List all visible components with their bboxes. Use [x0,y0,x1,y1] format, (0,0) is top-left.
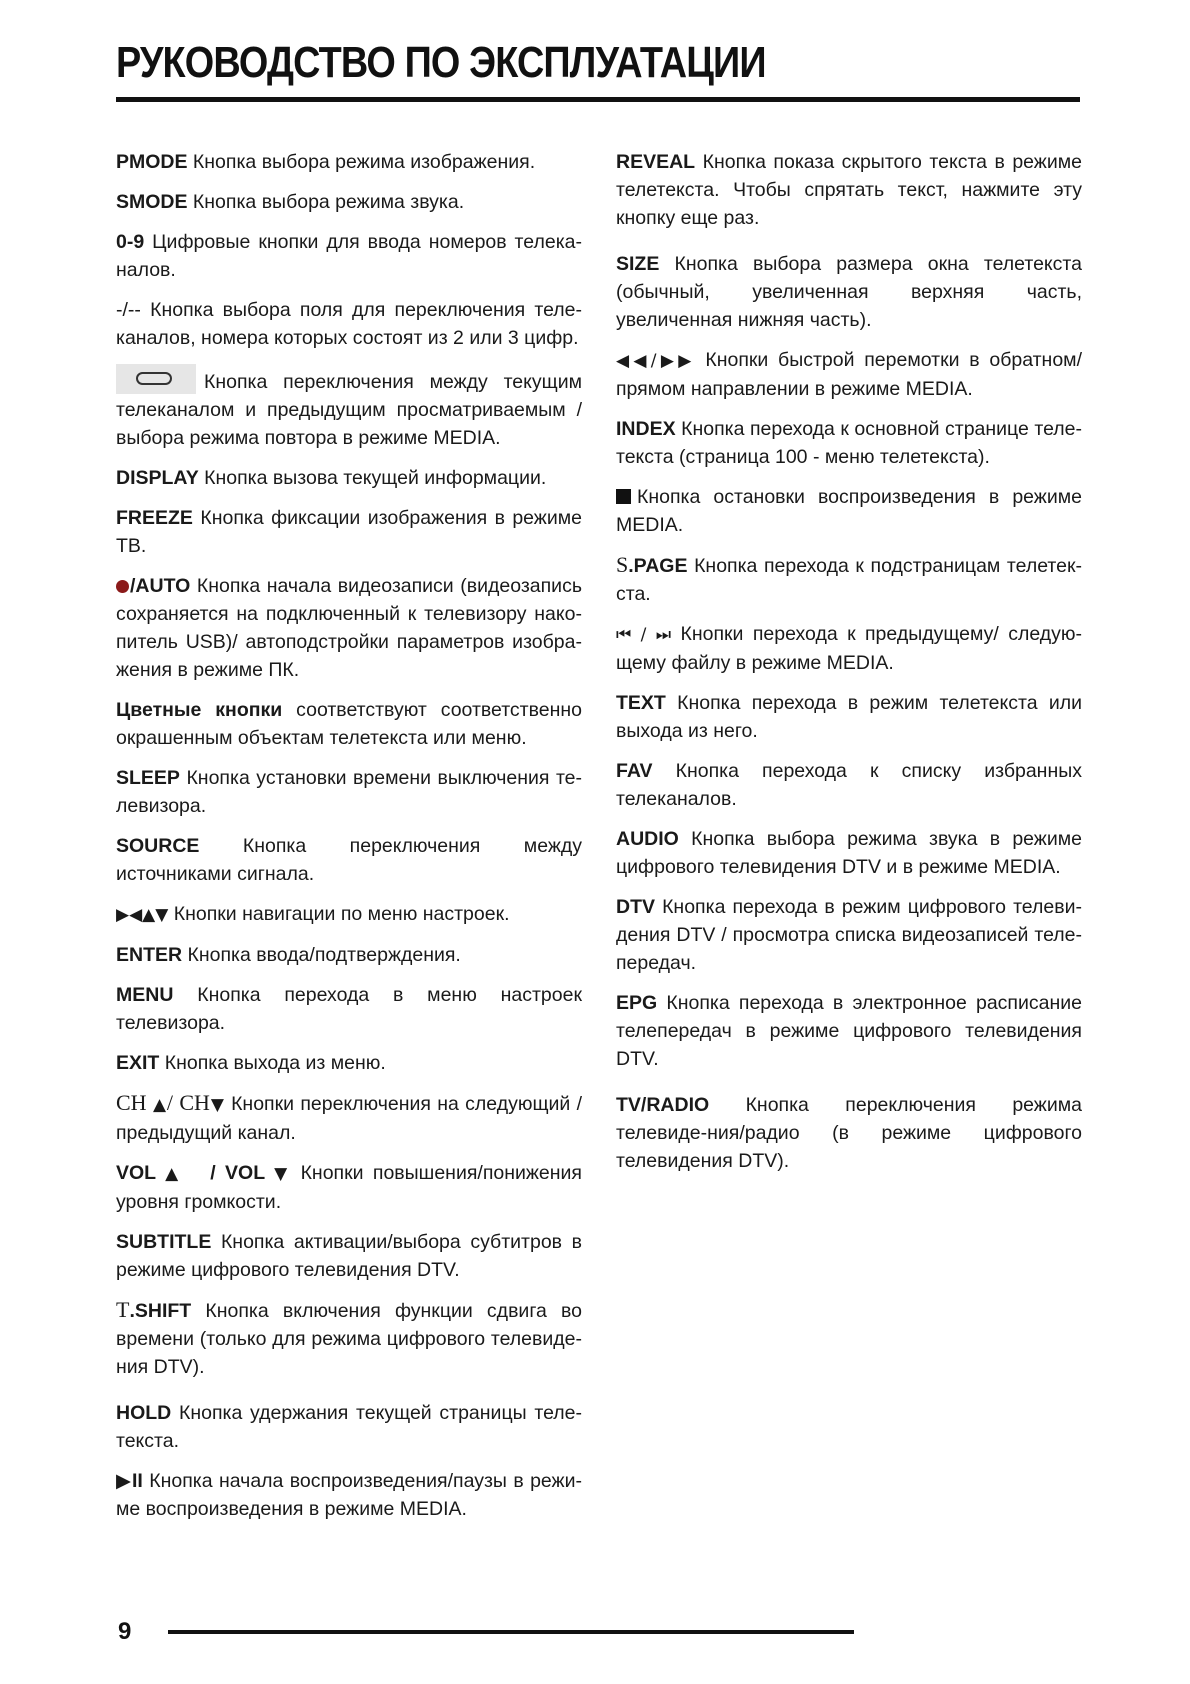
entry-text: Кнопка включения функции сдвига во времени (только для режима цифрового телевидения DTV). [116,1300,582,1378]
entry-text: Кнопка удержания текущей страницы телетекста. [116,1402,582,1452]
entry-key: /AUTO [130,575,191,597]
entry-key: Цветные кнопки [116,699,283,721]
title-divider [116,97,1080,102]
entry-stop [616,483,1082,539]
entry-text: Кнопка начала воспроизведения/паузы в режиме воспроизведения в режиме MEDIA. [116,1470,582,1520]
entry-auto [116,572,582,684]
entry-text: Кнопка выбора режима звука. [187,191,465,213]
entry-text: Кнопка начала видеозаписи (видеозапись сохраняется на подключенный к телевизору накопитель USB)/ автоподстройки параметров изображения в режиме ПК. [116,575,582,681]
entry-key: ENTER [116,944,183,966]
entry-text: Кнопка перехода в электронное расписание телепередач в режиме цифрового телевидения DTV. [616,992,1082,1070]
entry-text: Кнопка показа скрытого текста в режиме телетекста. Чтобы спрятать текст, нажмите эту кнопку еще раз. [616,151,1082,229]
triangle-down-icon: ▼ [209,1095,225,1115]
entry-display [116,464,582,492]
entry-key: SLEEP [116,767,180,789]
entry-color-buttons [116,696,582,752]
entry-text: Кнопка фиксации изображения в режиме ТВ. [116,507,582,557]
navigation-arrows-icon: ▶◀▲▼ [116,905,169,925]
entry-key: PMODE [116,151,188,173]
entry-key: EXIT [116,1052,160,1074]
entry-rewind [616,346,1082,403]
entry-text: Кнопка выхода из меню. [159,1052,386,1074]
entry-key: REVEAL [616,151,696,173]
triangle-up-icon: ▲ [165,1164,183,1184]
entry-key: HOLD [116,1402,172,1424]
entry-fav [616,757,1082,813]
entry-enter [116,941,582,969]
entry-text: Кнопка переключения между текущим телеканалом и предыдущим просматриваемым / выбора режима повтора в режиме MEDIA. [116,371,582,449]
entry-key: -/-- [116,299,141,321]
entry-subtitle [116,1228,582,1284]
entry-channel [116,1089,582,1147]
entry-audio [616,825,1082,881]
entry-key: EPG [616,992,658,1014]
entry-tshift [116,1296,582,1381]
record-dot-icon [116,580,129,593]
entry-text: Кнопки повышения/понижения уровня громкости. [116,1162,582,1213]
entry-menu [116,981,582,1037]
entry-sleep [116,764,582,820]
footer-divider [168,1630,854,1634]
entry-return [116,364,582,452]
entry-text-button [616,689,1082,745]
entry-text: Кнопка ввода/подтверждения. [182,944,461,966]
entry-text: Кнопка активации/выбора субтитров в режиме цифрового телевидения DTV. [116,1231,582,1281]
entry-text: Кнопка перехода к основной странице телетекста (страница 100 - меню телетекста). [616,418,1082,468]
entry-exit [116,1049,582,1077]
entry-dash [116,296,582,352]
triangle-down-icon: ▼ [274,1164,292,1184]
entry-key: 0-9 [116,231,145,253]
entry-play-pause [116,1467,582,1523]
entry-key: / CH [166,1090,210,1115]
entry-text: Кнопки навигации по меню настроек. [168,903,510,925]
entry-key: DTV [616,896,655,918]
left-column [116,148,582,1535]
entry-text: Кнопки переключения на следующий /предыдущий канал. [116,1093,582,1144]
entry-key: T [116,1297,130,1322]
entry-spage [616,551,1082,608]
entry-key: .SHIFT [129,1300,192,1322]
stop-icon [616,489,631,504]
entry-prev-next [616,620,1082,677]
entry-key: TEXT [616,692,666,714]
entry-key: .PAGE [628,555,688,577]
entry-text: Кнопки перехода к предыдущему/ следую-щему файлу в режиме MEDIA. [616,623,1082,674]
entry-text: Кнопка вызова текущей информации. [198,467,547,489]
entry-text: Кнопка перехода в режим телетекста или выхода из него. [616,692,1082,742]
entry-smode [116,188,582,216]
entry-key: TV/RADIO [616,1094,710,1116]
entry-text: Кнопки быстрой перемотки в обратном/ прямом направлении в режиме MEDIA. [616,349,1082,400]
entry-text: Цифровые кнопки для ввода номеров телеканалов. [116,231,582,281]
entry-epg [616,989,1082,1073]
page-number: 9 [118,1618,132,1645]
entry-key: SUBTITLE [116,1231,212,1253]
entry-key: SOURCE [116,835,200,857]
entry-key: CH [116,1090,153,1115]
entry-text: Кнопка перехода в режим цифрового телевидения DTV / просмотра списка видеозаписей телепередач. [616,896,1082,974]
entry-text: Кнопка выбора поля для переключения телеканалов, номера которых состоят из 2 или 3 цифр. [116,299,582,349]
entry-text: Кнопка перехода к списку избранных телеканалов. [616,760,1082,810]
entry-text: Кнопка выбора размера окна телетекста (обычный, увеличенная верхняя часть, увеличенная нижняя часть). [616,253,1082,331]
rewind-forward-icon: ◀◀/▶▶ [616,351,696,371]
entry-tv-radio [616,1091,1082,1175]
entry-digits [116,228,582,284]
entry-key: FREEZE [116,507,193,529]
entry-key: MENU [116,984,174,1006]
entry-freeze [116,504,582,560]
entry-text: Кнопка перехода в меню настроек телевизора. [116,984,582,1034]
entry-text: соответствуют соответственно окрашенным объектам телетекста или меню. [116,699,582,749]
entry-key: S [616,552,629,577]
entry-key: VOL [116,1162,166,1184]
entry-volume [116,1159,582,1216]
entry-text: Кнопка остановки воспроизведения в режиме MEDIA. [616,486,1082,536]
entry-source [116,832,582,888]
entry-navigation [116,900,582,929]
entry-text: Кнопка выбора режима изображения. [187,151,536,173]
entry-key: INDEX [616,418,676,440]
entry-key: SMODE [116,191,188,213]
entry-pmode [116,148,582,176]
entry-key: FAV [616,760,653,782]
entry-text: Кнопка перехода к подстраницам телетекста. [616,555,1082,605]
play-pause-icon: ▶II [116,1470,143,1492]
entry-key: DISPLAY [116,467,199,489]
return-button-icon [116,364,196,394]
entry-key: SIZE [616,253,660,275]
entry-dtv [616,893,1082,977]
page-title: РУКОВОДСТВО ПО ЭКСПЛУАТАЦИИ [116,38,766,87]
entry-reveal [616,148,1082,232]
entry-text: Кнопка выбора режима звука в режиме цифрового телевидения DTV и в режиме MEDIA. [616,828,1082,878]
entry-hold [116,1399,582,1455]
entry-text: Кнопка установки времени выключения телевизора. [116,767,582,817]
triangle-up-icon: ▲ [152,1095,167,1115]
entry-size [616,250,1082,334]
entry-text: Кнопка переключения между источниками сигнала. [116,835,582,885]
entry-key: / VOL [182,1162,275,1184]
entry-text: Кнопка переключения режима телевиде-ния/радио (в режиме цифрового телевидения DTV). [616,1094,1082,1172]
entry-key: AUDIO [616,828,679,850]
prev-next-icon: ⏮ / ⏭ [616,625,672,645]
entry-index [616,415,1082,471]
right-column [616,148,1082,1187]
